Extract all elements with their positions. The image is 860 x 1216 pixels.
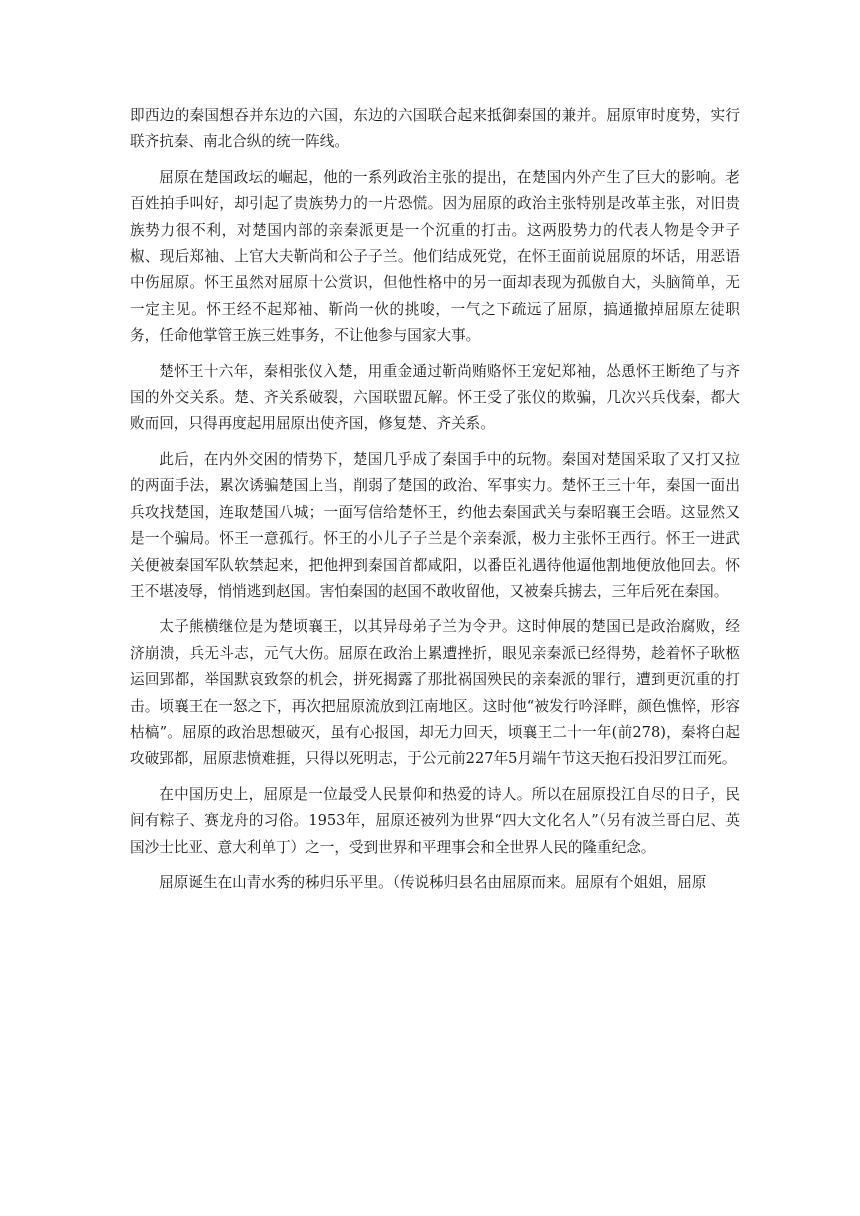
paragraph-6: 在中国历史上，屈原是一位最受人民景仰和热爱的诗人。所以在屈原投江自尽的日子，民间有粽子、赛龙舟的习俗。1953年，屈原还被列为世界“四大文化名人”（另有波兰哥白尼、英国沙士比亚、意大利单丁）之一，受到世界和平理事会和全世界人民的隆重纪念。	[130, 785, 740, 856]
paragraph-4: 此后，在内外交困的情势下，楚国几乎成了秦国手中的玩物。秦国对楚国采取了又打又拉的两面手法，累次诱骗楚国上当，削弱了楚国的政治、军事实力。楚怀王三十年，秦国一面出兵攻找楚国，连取楚国八城；一面写信给楚怀王，约他去秦国武关与秦昭襄王会晤。这显然又是一个骗局。怀王一意孤行。怀王的小儿子子兰是个亲秦派，极力主张怀王西行。怀王一进武关便被秦国军队软禁起来，把他押到秦国首都咸阳，以番臣礼遇待他逼他割地便放他回去。怀王不堪凌辱，悄悄逃到赵国。害怕秦国的赵国不敢收留他，又被秦兵掳去，三年后死在秦国。	[130, 450, 740, 600]
paragraph-7: 屈原诞生在山青水秀的秭归乐平里。（传说秭归县名由屈原而来。屈原有个姐姐，屈原	[159, 873, 707, 891]
paragraph-1: 即西边的秦国想吞并东边的六国，东边的六国联合起来抵御秦国的兼并。屈原审时度势，实行联齐抗秦、南北合纵的统一阵线。	[130, 107, 740, 151]
paragraph-5: 太子熊横继位是为楚顷襄王，以其异母弟子兰为令尹。这时伸展的楚国已是政治腐败，经济崩溃，兵无斗志，元气大伤。屈原在政治上累遭挫折，眼见亲秦派已经得势，趁着怀子耿柩运回郢都，举国默哀致祭的机会，拼死揭露了那批祸国殃民的亲秦派的罪行，遭到更沉重的打击。顷襄王在一怒之下，再次把屈原流放到江南地区。这时他“被发行吟泽畔，颜色憔悴，形容枯槁”。屈原的政治思想破灭，虽有心报国，却无力回天，顷襄王二十一年(前278)，秦将白起攻破郢都，屈原悲愤难捱，只得以死明志，于公元前227年5月端午节这天抱石投汨罗江而死。	[130, 618, 740, 768]
paragraph-3: 楚怀王十六年，秦相张仪入楚，用重金通过靳尚贿赂怀王宠妃郑袖，怂恿怀王断绝了与齐国的外交关系。楚、齐关系破裂，六国联盟瓦解。怀王受了张仪的欺骗，几次兴兵伐秦，都大败而回，只得再度起用屈原出使齐国，修复楚、齐关系。	[130, 362, 740, 433]
paragraph-2: 屈原在楚国政坛的崛起，他的一系列政治主张的提出，在楚国内外产生了巨大的影响。老百姓拍手叫好，却引起了贵族势力的一片恐慌。因为屈原的政治主张特别是改革主张，对旧贵族势力很不利，对楚国内部的亲秦派更是一个沉重的打击。这两股势力的代表人物是令尹子椒、现后郑袖、上官大夫靳尚和公子子兰。他们结成死党，在怀王面前说屈原的坏话，用恶语中伤屈原。怀王虽然对屈原十公赏识，但他性格中的另一面却表现为孤傲自大，头脑简单，无一定主见。怀王经不起郑袖、靳尚一伙的挑唆，一气之下疏远了屈原，搞通撤掉屈原左徒职务，任命他掌管王族三姓事务，不让他参与国家大事。	[130, 168, 740, 345]
document-body	[130, 103, 740, 905]
